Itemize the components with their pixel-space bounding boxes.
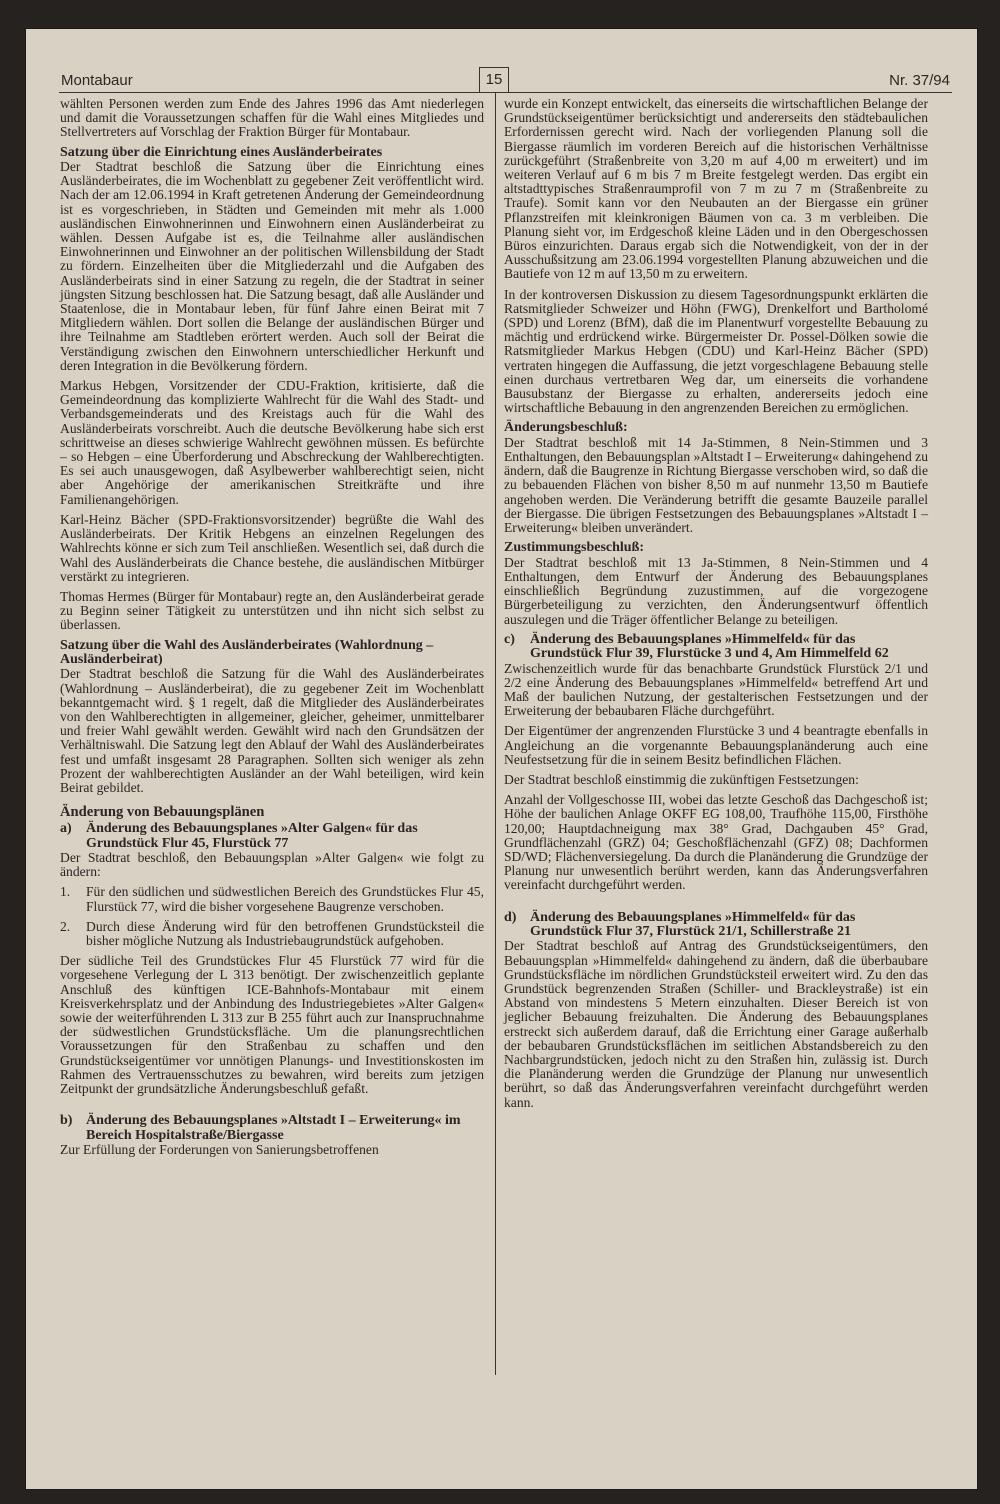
header-page-number: 15 bbox=[479, 67, 509, 92]
subsection-marker: b) bbox=[60, 1113, 73, 1129]
subsection-marker: c) bbox=[504, 631, 515, 647]
subsection-title: Änderung des Bebauungsplanes »Altstadt I – Erweiterung« im Bereich Hospitalstraße/Biergasse bbox=[86, 1113, 461, 1143]
subsection-title: Änderung des Bebauungsplanes »Alter Galgen« für das Grundstück Flur 45, Flurstück 77 bbox=[86, 821, 418, 851]
paragraph: Anzahl der Vollgeschosse III, wobei das letzte Geschoß das Dachgeschoß ist; Höhe der baulichen Anlage OKFF EG 108,00, Traufhöhe 115,00, Firsthöhe 120,00; Hauptdachneigung max 38° Grad, Dachgauben 45° Grad, Grundflächenzahl (GRZ) 04; Geschoßflächenzahl (GFZ) 08; Dachformen SD/WD; Flächenversiegelung. Da durch die Planänderung die Grundzüge der Planung nur unwesentlich berührt werden, kann das Änderungsverfahren vereinfacht durchgeführt werden. bbox=[504, 792, 928, 893]
section-heading: Zustimmungsbeschluß: bbox=[504, 540, 645, 556]
paragraph: wählten Personen werden zum Ende des Jahres 1996 das Amt niederlegen und damit die Voraussetzungen schaffen für die Wahl eines Mitgliedes und Stellvertreters auf Vorschlag der Fraktion Bürger für Montabaur. bbox=[60, 96, 484, 140]
subsection-title: Änderung des Bebauungsplanes »Himmelfeld« für das Grundstück Flur 37, Flurstück 21/1, Schillerstraße 21 bbox=[530, 909, 856, 939]
paragraph: Der Stadtrat beschloß die Satzung über die Einrichtung eines Ausländerbeirates, die im Wochenblatt zu gegebener Zeit veröffentlicht wird. Nach der am 12.06.1994 in Kraft getretenen Änderung der Gemeindeordnung ist es vorgeschrieben, in Städten und Gemeinden mit mehr als 1.000 ausländischen Einwohnerinnen und Einwohnern einen Ausländerbeirat zu wählen. Dessen Aufgabe ist es, die Teilnahme aller ausländischen Einwohnerinnen und Einwohner an der politischen Willensbildung der Stadt zu fördern. Einzelheiten über die Mitgliederzahl und die Aufgaben des Ausländerbeirats sind in einer Satzung zu regeln, die der Stadtrat in seiner jüngsten Sitzung beschlossen hat. Die Satzung besagt, daß alle Ausländer und Staatenlose, die in Montabaur leben, für fünf Jahre einen Beirat mit 7 Mitgliedern wählen. Dort sollen die Belange der ausländischen Bürger und ihre Teilnahme am Stadtleben erörtert werden. Auch soll der Beirat die Verständigung zwischen den Einwohnern unterschiedlicher Herkunft und deren Integration in die Bevölkerung fördern. bbox=[60, 159, 484, 373]
paragraph: Der Stadtrat beschloß mit 13 Ja-Stimmen, 8 Nein-Stimmen und 4 Enthaltungen, dem Entwurf der Änderung des Bebauungsplanes einschließlich Begründung zuzustimmen, auf die vorgezogene Bürgerbeteiligung zu verzichten, den Änderungsentwurf öffentlich auszulegen und die Träger öffentlicher Belange zu beteiligen. bbox=[504, 554, 928, 627]
section-heading: Satzung über die Einrichtung eines Ausländerbeirates bbox=[60, 144, 383, 160]
subsection-heading-b bbox=[60, 1114, 484, 1143]
paragraph: Markus Hebgen, Vorsitzender der CDU-Fraktion, kritisierte, daß die Gemeindeordnung das komplizierte Wahlrecht für die Wahl des Stadt- und Verbandsgemeinderats und des Kreistags auch für die Wahl des Ausländerbeirats vorschreibt. Auch die deutsche Bevölkerung habe sich erst schrittweise an dieses schwierige Wahlrecht gewöhnen müssen. Es befürchte – so Hebgen – eine Überforderung und Abschreckung der Wahlberechtigten. Es sei auch unausgewogen, daß Asylbewerber wahlberechtigt seien, nicht aber Angehörige der amerikanischen Streitkräfte und ihre Familienangehörigen. bbox=[60, 378, 484, 507]
list-text: Für den südlichen und südwestlichen Bereich des Grundstückes Flur 45, Flurstück 77, wird die bisher vorgesehene Baugrenze verschoben. bbox=[86, 884, 484, 914]
list-item bbox=[60, 920, 484, 948]
section-heading: Änderungsbeschluß: bbox=[504, 420, 628, 436]
paragraph: Zur Erfüllung der Forderungen von Sanierungsbetroffenen bbox=[60, 1142, 379, 1158]
paragraph: In der kontroversen Diskussion zu diesem Tagesordnungspunkt erklärten die Ratsmitglieder Schweizer und Höhn (FWG), Drenkelfort und Bartholomé (SPD) und Lorenz (BfM), daß die im Planentwurf vorgestellte Bebauung zu mächtig und erdrückend wirke. Bürgermeister Dr. Possel-Dölken sowie die Ratsmitglieder Markus Hebgen (CDU) und Karl-Heinz Bächer (SPD) vertraten hingegen die Auffassung, die jetzt vorgeschlagene Bebauung stelle einen durchaus vertretbaren Weg dar, um einerseits die vorhandene Bausubstanz der Biergasse zu erhalten, andererseits jedoch eine wirtschaftliche Bebauung in den angrenzenden Bereichen zu ermöglichen. bbox=[504, 286, 928, 416]
subsection-marker: a) bbox=[60, 821, 72, 837]
subsection-heading-d bbox=[504, 911, 928, 940]
subsection-marker: d) bbox=[504, 909, 517, 925]
header-town: Montabaur bbox=[61, 72, 133, 89]
subsection-title: Änderung des Bebauungsplanes »Himmelfeld« für das Grundstück Flur 39, Flurstücke 3 und 4, Am Himmelfeld 62 bbox=[530, 631, 889, 662]
right-column bbox=[504, 97, 928, 1116]
subsection-heading-c bbox=[504, 633, 928, 662]
paragraph: Der Stadtrat beschloß einstimmig die zukünftigen Festsetzungen: bbox=[504, 771, 859, 787]
paragraph: Zwischenzeitlich wurde für das benachbarte Grundstück Flurstück 2/1 und 2/2 eine Änderung des Bebauungsplanes »Himmelfeld« betreffend Art und Maß der baulichen Nutzung, der gestalterischen Festsetzungen und der Erweiterung der bebaubaren Fläche durchgeführt. bbox=[504, 660, 928, 719]
left-column bbox=[60, 97, 484, 1163]
page-header bbox=[59, 68, 952, 93]
paragraph: Der südliche Teil des Grundstückes Flur 45 Flurstück 77 wird für die vorgesehene Verlegung der L 313 benötigt. Der zwischenzeitlich geplante Anschluß des künftigen ICE-Bahnhofs-Montabaur mit einem Kreisverkehrsplatz und der Anbindung des Industriegebietes »Alter Galgen« sowie der weiterführenden L 313 zur B 255 führt auch zur Inanspruchnahme der südwestlichen Grundstücksfläche. Um die planungsrechtlichen Voraussetzungen für den Straßenbau zu schaffen und den Grundstückseigentümer vor unnötigen Planungs- und Investitionskosten im Rahmen des Vertrauensschutzes zu bewahren, wird bereits zum jetzigen Zeitpunkt der grundsätzliche Änderungsbeschluß gefaßt. bbox=[60, 953, 484, 1097]
paragraph: Thomas Hermes (Bürger für Montabaur) regte an, den Ausländerbeirat gerade zu Beginn seiner Tätigkeit zu unterstützen und ihn nicht sich selbst zu überlassen. bbox=[60, 588, 485, 633]
paragraph: wurde ein Konzept entwickelt, das einerseits die wirtschaftlichen Belange der Grundstückseigentümer berücksichtigt und andererseits den städtebaulichen Erfordernissen gerecht wird. Nach der vorliegenden Planung soll die Biergasse räumlich im vorderen Bereich auf die historischen Verhältnisse zurückgeführt (Straßenbreite von 3,20 m auf 4,00 m erweitert) und im weiteren Verlauf auf 6 m bis 7 m Breite festgelegt werden. Das ergibt ein altstadttypisches Straßenraumprofil von 7 m zu 7 m (Straßenbreite zu Traufe). Somit kann vor den Neubauten an der Biergasse ein grüner Pflanzstreifen mit kleinkronigen Bäumen von ca. 3 m verbleiben. Die Planung sieht vor, im Erdgeschoß kleine Läden und in den Obergeschossen Büros einzurichten. Daraus ergab sich die Notwendigkeit, von der in der Ausschußsitzung am 23.06.1994 vorgestellten Planung abzuweichen und die Bautiefe von 12 m auf 13,50 m zu erweitern. bbox=[504, 96, 928, 282]
paragraph: Karl-Heinz Bächer (SPD-Fraktionsvorsitzender) begrüßte die Wahl des Ausländerbeirats. Der Kritik Hebgens an einzelnen Regelungen des Wahlrechts könne er sich zum Teil anschließen. Wesentlich sei, daß durch die Wahl des Ausländerbeirats die Chance bestehe, die ausländischen Mitbürger verstärkt zu integrieren. bbox=[60, 511, 484, 584]
list-text: Durch diese Änderung wird für den betroffenen Grundstücksteil die bisher mögliche Nutzung als Industriebaugrundstück aufgehoben. bbox=[86, 918, 484, 948]
section-heading: Satzung über die Wahl des Ausländerbeirates (Wahlordnung – Ausländerbeirat) bbox=[60, 637, 434, 667]
paragraph: Der Eigentümer der angrenzenden Flurstücke 3 und 4 beantragte ebenfalls in Angleichung an die vorgenannte Bebauungsplanänderung auch eine Neufestsetzung für die in seinem Besitz befindlichen Flächen. bbox=[504, 723, 928, 767]
list-item bbox=[60, 885, 484, 913]
column-divider bbox=[495, 92, 496, 1375]
paragraph: Der Stadtrat beschloß, den Bebauungsplan »Alter Galgen« wie folgt zu ändern: bbox=[60, 849, 484, 880]
header-issue-number: Nr. 37/94 bbox=[889, 72, 950, 89]
list-marker: 1. bbox=[60, 884, 71, 900]
paragraph: Der Stadtrat beschloß auf Antrag des Grundstückseigentümers, den Bebauungsplan »Himmelfeld« dahingehend zu ändern, daß die überbaubare Grundstücksfläche im nördlichen Grundstücksteil erweitert wird. Zu den das Grundstück begrenzenden Straßen (Schiller- und Brackleystraße) ist ein Abstand von mindestens 5 Metern einzuhalten. Dieser Bereich ist von jeglicher Bebauung freizuhalten. Die Änderung des Bebauungsplanes erstreckt sich außerdem darauf, daß die Errichtung einer Garage außerhalb der bebaubaren Grundstücksflächen im seitlichen Abstandsbereich zu den Nachbargrundstücken, jedoch nicht zu den Straßen hin, zulässig ist. Durch die Planänderung werden die Grundzüge der Planung nur unwesentlich berührt, so daß das Änderungsverfahren vereinfacht durchgeführt werden kann. bbox=[504, 938, 928, 1110]
section-heading: Änderung von Bebauungsplänen bbox=[60, 804, 265, 821]
paragraph: Der Stadtrat beschloß mit 14 Ja-Stimmen, 8 Nein-Stimmen und 3 Enthaltungen, den Bebauungsplan »Altstadt I – Erweiterung« dahingehend zu ändern, daß die Baugrenze in Richtung Biergasse verschoben wird, so daß die zu bebauenden Flächen von bisher 8,50 m auf nunmehr 13,50 m Bautiefe angehoben werden. Die Veränderung betrifft die gesamte Bauzeile parallel der Biergasse. Die übrigen Festsetzungen des Bebauungsplanes »Altstadt I – Erweiterung« bleiben unverändert. bbox=[504, 434, 928, 536]
list-marker: 2. bbox=[60, 918, 71, 934]
subsection-heading-a bbox=[60, 822, 484, 851]
paragraph: Der Stadtrat beschloß die Satzung für die Wahl des Ausländerbeirates (Wahlordnung – Ausländerbeirat), die zu gegebener Zeit im Wochenblatt bekanntgemacht wird. § 1 regelt, daß die Mitglieder des Ausländerbeirates von den Wahlberechtigten in allgemeiner, gleicher, geheimer, unmittelbarer und freier Wahl gewählt werden. Gewählt wird nach den Grundsätzen der Verhältniswahl. Die Satzung legt den Ablauf der Wahl des Ausländerbeirates fest und umfaßt insgesamt 28 Paragraphen. Sollten sich weniger als zehn Prozent der wahlberechtigten Ausländer an der Wahl beteiligen, wird kein Beirat gebildet. bbox=[60, 666, 484, 795]
